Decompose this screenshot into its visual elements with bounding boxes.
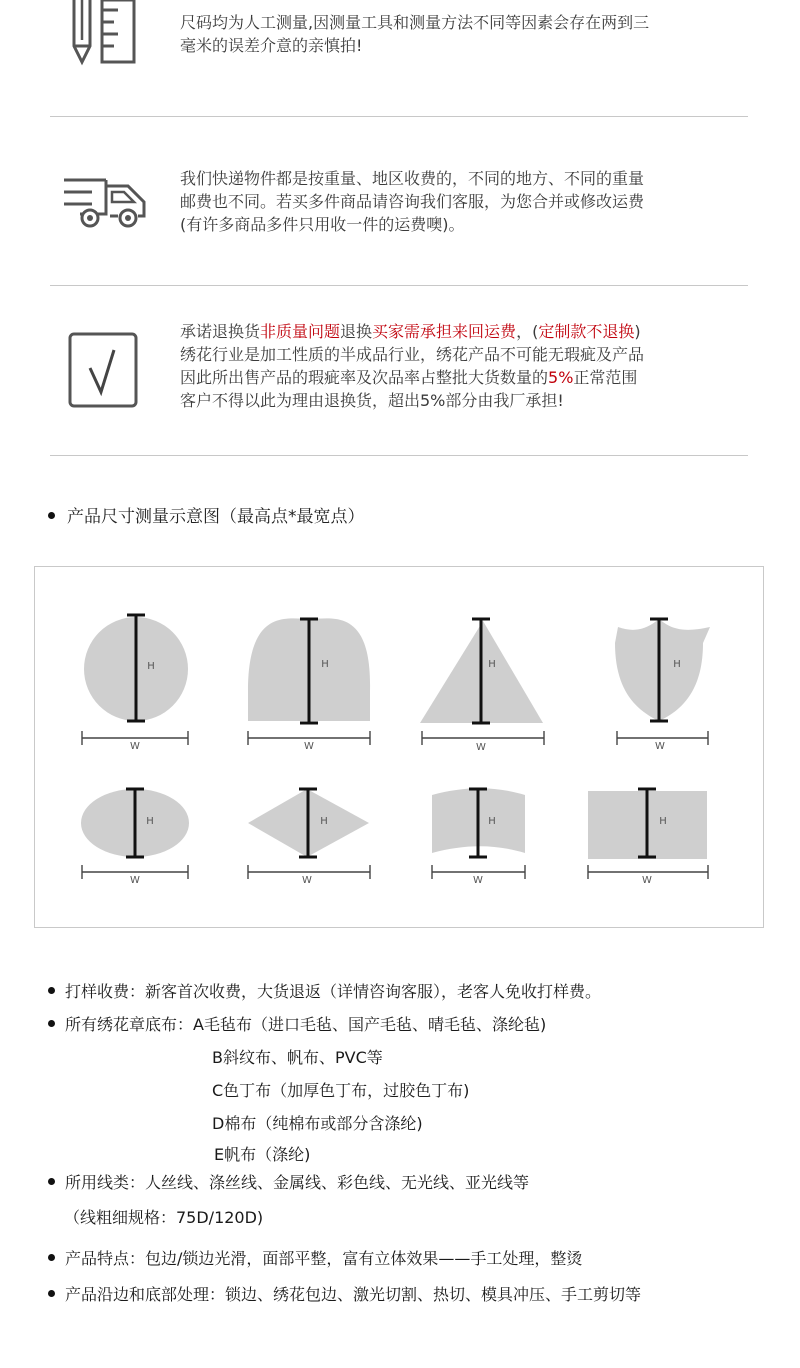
- divider: [50, 455, 748, 456]
- spec-item: 打样收费：新客首次收费，大货退返（详情咨询客服），老客人免收打样费。: [48, 979, 601, 1002]
- diagram-heading: 产品尺寸测量示意图（最高点*最宽点）: [48, 502, 365, 527]
- notice-text-segment: 绣花行业是加工性质的半成品行业，绣花产品不可能无瑕疵及产品: [180, 345, 645, 364]
- divider: [50, 285, 748, 286]
- notice-shipping-text: [180, 167, 760, 236]
- bullet-icon: [48, 1290, 55, 1297]
- notice-line: [180, 366, 760, 389]
- width-label: W: [130, 741, 140, 752]
- shape-shield: [615, 619, 710, 721]
- spec-item: 产品特点：包边/锁边光滑，面部平整，富有立体效果——手工处理，整烫: [48, 1246, 582, 1269]
- notice-line: [180, 167, 760, 190]
- height-label: H: [146, 816, 154, 827]
- highlight-text: 5%: [548, 368, 574, 387]
- spec-item: 所有绣花章底布：A毛毡布（进口毛毡、国产毛毡、晴毛毡、涤纶毡): [48, 1012, 546, 1035]
- notice-measure-text: [180, 11, 760, 57]
- width-label: W: [304, 741, 314, 752]
- measurement-diagram: [34, 566, 764, 928]
- height-label: H: [320, 816, 328, 827]
- height-label: H: [321, 659, 329, 670]
- width-label: W: [655, 741, 665, 752]
- width-label: W: [473, 875, 483, 886]
- spec-subitem: C色丁布（加厚色丁布，过胶色丁布): [212, 1081, 470, 1100]
- width-label: W: [476, 742, 486, 753]
- bullet-icon: [48, 987, 55, 994]
- ruler-pencil-icon: [70, 0, 140, 70]
- notice-text-segment: 我们快递物件都是按重量、地区收费的，不同的地方、不同的重量: [180, 169, 645, 188]
- height-label: H: [488, 816, 496, 827]
- height-label: H: [147, 661, 155, 672]
- notice-text-segment: 承诺退换货: [180, 322, 261, 341]
- spec-item: 所用线类：人丝线、涤丝线、金属线、彩色线、无光线、亚光线等: [48, 1170, 529, 1193]
- highlight-text: 定制款不退换: [538, 322, 635, 341]
- notice-line: [180, 343, 760, 366]
- notice-text-segment: (有许多商品多件只用收一件的运费噢)。: [180, 215, 465, 234]
- checkmark-box-icon: [68, 332, 140, 410]
- height-label: H: [488, 659, 496, 670]
- spec-subitem: E帆布（涤纶): [214, 1145, 311, 1164]
- notice-line: [180, 34, 760, 57]
- notice-text-segment: 尺码均为人工测量,因测量工具和测量方法不同等因素会存在两到三: [180, 13, 650, 32]
- notice-text-segment: 正常范围: [573, 368, 638, 387]
- spec-item: 产品沿边和底部处理：锁边、绣花包边、激光切割、热切、模具冲压、手工剪切等: [48, 1282, 641, 1305]
- notice-line: [180, 190, 760, 213]
- notice-text-segment: 邮费也不同。若买多件商品请咨询我们客服，为您合并或修改运费: [180, 192, 645, 211]
- width-label: W: [130, 875, 140, 886]
- height-label: H: [673, 659, 681, 670]
- notice-return-text: [180, 320, 760, 412]
- height-label: H: [659, 816, 667, 827]
- bullet-icon: [48, 1020, 55, 1027]
- notice-text-segment: ): [634, 322, 641, 341]
- measurement-diagram-svg: [35, 567, 763, 927]
- spec-subitem: D棉布（纯棉布或部分含涤纶): [212, 1114, 423, 1133]
- notice-text-segment: 退换: [340, 322, 373, 341]
- bullet-icon: [48, 1178, 55, 1185]
- spec-subitem: （线粗细规格：75D/120D): [64, 1208, 264, 1227]
- notice-text-segment: 客户不得以此为理由退换货，超出5%部分由我厂承担!: [180, 391, 564, 410]
- notice-line: [180, 320, 760, 343]
- delivery-truck-icon: [62, 178, 150, 230]
- notice-line: [180, 213, 760, 236]
- divider: [50, 116, 748, 117]
- highlight-text: 买家需承担来回运费: [372, 322, 517, 341]
- highlight-text: 非质量问题: [260, 322, 341, 341]
- bullet-icon: [48, 512, 55, 519]
- notice-line: [180, 389, 760, 412]
- bullet-icon: [48, 1254, 55, 1261]
- notice-text-segment: 因此所出售产品的瑕疵率及次品率占整批大货数量的: [180, 368, 549, 387]
- spec-subitem: B斜纹布、帆布、PVC等: [212, 1048, 383, 1067]
- width-label: W: [302, 875, 312, 886]
- notice-text-segment: 毫米的误差介意的亲慎拍!: [180, 36, 363, 55]
- notice-line: [180, 11, 760, 34]
- width-label: W: [642, 875, 652, 886]
- notice-text-segment: ，(: [516, 322, 539, 341]
